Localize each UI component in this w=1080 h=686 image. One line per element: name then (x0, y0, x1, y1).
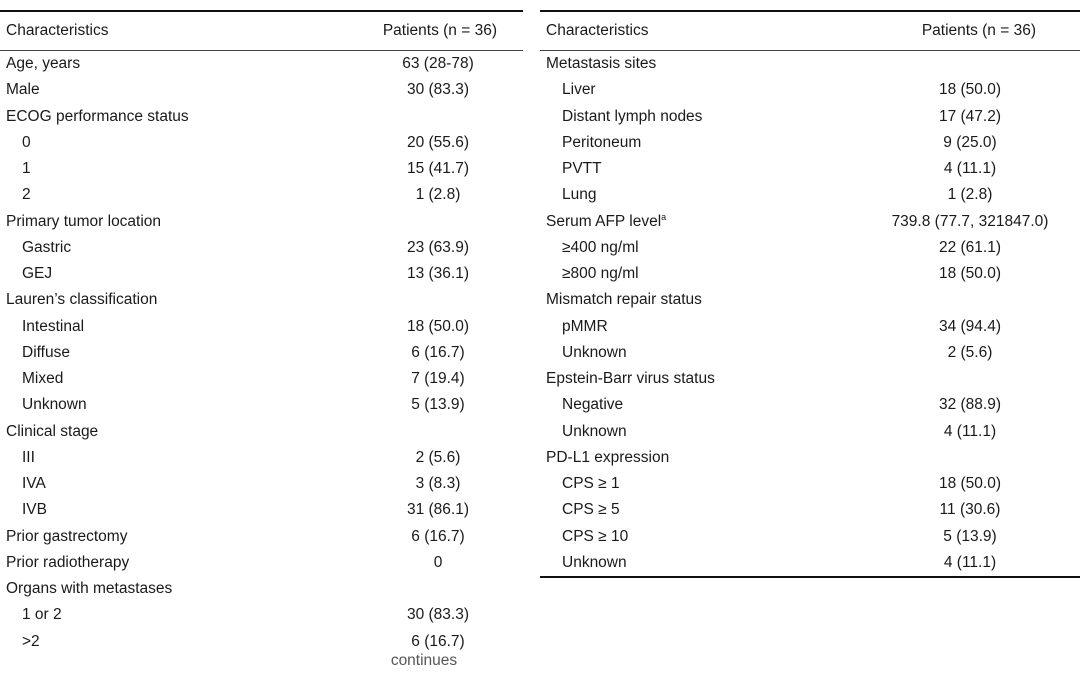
column-header-characteristics: Characteristics (6, 22, 109, 39)
row-label-text: CPS ≥ 5 (562, 501, 620, 519)
row-value: 30 (83.3) (406, 81, 470, 99)
row-label (540, 108, 860, 126)
row-value: 6 (16.7) (411, 343, 465, 361)
row-label-text: 2 (22, 186, 31, 204)
table-row (0, 314, 523, 340)
row-label-text: Intestinal (22, 317, 85, 335)
table-row (0, 576, 523, 602)
row-label (540, 81, 860, 99)
table-row (0, 340, 523, 366)
row-value: 5 (13.9) (943, 527, 997, 545)
table-row (0, 77, 523, 103)
row-label (540, 475, 860, 493)
row-label-text: PVTT (562, 160, 602, 178)
table-row (540, 340, 1080, 366)
baseline-table-left (0, 10, 523, 655)
row-value: 22 (61.1) (938, 238, 1002, 256)
row-value: 9 (25.0) (943, 133, 997, 151)
row-label (0, 606, 353, 624)
row-label-text: Peritoneum (562, 133, 642, 151)
row-label-text: Gastric (22, 238, 72, 256)
column-header-patients: Patients (n = 36) (921, 22, 1036, 39)
row-label (540, 160, 860, 178)
table-row (0, 497, 523, 523)
table-row (540, 550, 1080, 576)
row-label (0, 55, 353, 73)
row-label (0, 291, 353, 309)
row-label-text: Liver (562, 81, 596, 99)
table-row (540, 77, 1080, 103)
row-label (0, 475, 353, 493)
table-row (0, 51, 523, 77)
row-label-text: Unknown (562, 343, 627, 361)
table-row (0, 287, 523, 313)
row-label (540, 265, 860, 283)
row-label (0, 81, 353, 99)
row-label-text: Serum AFP level (546, 212, 662, 230)
table-row (540, 209, 1080, 235)
row-label-text: Primary tumor location (6, 212, 162, 230)
table-row (0, 419, 523, 445)
row-label (540, 213, 860, 231)
table-row (540, 471, 1080, 497)
table-row (540, 524, 1080, 550)
column-header-patients: Patients (n = 36) (382, 22, 497, 39)
row-label (540, 55, 860, 73)
row-value: 18 (50.0) (938, 475, 1002, 493)
row-value: 7 (19.4) (411, 370, 465, 388)
row-value: 18 (50.0) (406, 317, 470, 335)
row-label-text: GEJ (22, 265, 53, 283)
row-label (0, 160, 353, 178)
row-value: 31 (86.1) (406, 501, 470, 519)
row-label-text: Unknown (562, 553, 627, 571)
row-value: 30 (83.3) (406, 606, 470, 624)
row-label (0, 528, 353, 546)
row-label (0, 501, 353, 519)
row-label (0, 580, 353, 598)
row-value: 63 (28-78) (402, 55, 474, 73)
row-label (540, 370, 860, 388)
row-label (0, 449, 353, 467)
row-label-text: PD-L1 expression (546, 448, 670, 466)
table-row (0, 156, 523, 182)
row-label (0, 265, 353, 283)
table-row (540, 261, 1080, 287)
row-label (0, 370, 353, 388)
row-value: 6 (16.7) (411, 632, 465, 650)
table-row (540, 235, 1080, 261)
row-value: 739.8 (77.7, 321847.0) (891, 212, 1049, 230)
table-header (540, 12, 1080, 51)
row-label (540, 423, 860, 441)
row-label-text: ≥800 ng/ml (562, 265, 639, 283)
row-label-text: IVB (22, 501, 47, 519)
table-row (540, 51, 1080, 77)
table-row (0, 182, 523, 208)
row-value: 2 (5.6) (415, 448, 461, 466)
row-value: 3 (8.3) (415, 475, 461, 493)
table-row (0, 130, 523, 156)
row-label (540, 239, 860, 257)
row-label (540, 501, 860, 519)
table-row (540, 366, 1080, 392)
baseline-table-right (540, 10, 1080, 578)
continues-note: continues (390, 652, 458, 669)
row-value: 4 (11.1) (943, 160, 997, 178)
row-label (540, 528, 860, 546)
row-label-text: Diffuse (22, 343, 70, 361)
column-header-characteristics: Characteristics (546, 22, 649, 39)
row-label-text: Mismatch repair status (546, 291, 702, 309)
table-row (540, 392, 1080, 418)
row-value: 15 (41.7) (406, 160, 470, 178)
table-row (0, 550, 523, 576)
row-value: 18 (50.0) (938, 265, 1002, 283)
table-row (540, 104, 1080, 130)
row-label-text: Prior radiotherapy (6, 553, 130, 571)
row-label (0, 213, 353, 231)
row-label (540, 291, 860, 309)
row-label (0, 239, 353, 257)
row-label-text: Distant lymph nodes (562, 107, 703, 125)
row-label-text: III (22, 448, 35, 466)
row-label-text: pMMR (562, 317, 608, 335)
table-row (0, 104, 523, 130)
table-row (0, 524, 523, 550)
row-label-text: 1 or 2 (22, 606, 62, 624)
row-label-text: >2 (22, 632, 40, 650)
row-label (540, 396, 860, 414)
row-value: 20 (55.6) (406, 133, 470, 151)
row-value: 34 (94.4) (938, 317, 1002, 335)
table-row (540, 182, 1080, 208)
table-row (540, 314, 1080, 340)
row-label-text: Prior gastrectomy (6, 527, 128, 545)
table-row (0, 445, 523, 471)
row-value: 0 (433, 553, 443, 571)
row-label-text: Age, years (6, 55, 81, 73)
row-label (0, 318, 353, 336)
row-label (540, 554, 860, 572)
table-row (0, 602, 523, 628)
table-row (0, 261, 523, 287)
row-value: 18 (50.0) (938, 81, 1002, 99)
row-label (0, 396, 353, 414)
row-label (0, 554, 353, 572)
row-value: 11 (30.6) (939, 501, 1001, 519)
row-label-text: IVA (22, 475, 46, 493)
row-value: 5 (13.9) (411, 396, 465, 414)
row-label (540, 344, 860, 362)
row-label-text: 1 (22, 160, 31, 178)
row-label-text: Negative (562, 396, 624, 414)
table-header (0, 12, 523, 51)
table-row (540, 419, 1080, 445)
row-label (0, 134, 353, 152)
row-value: 32 (88.9) (938, 396, 1002, 414)
row-label-text: Epstein-Barr virus status (546, 370, 715, 388)
row-label (540, 186, 860, 204)
table-row (0, 392, 523, 418)
table-body (0, 51, 523, 655)
table-row (540, 130, 1080, 156)
footnote-marker: a (661, 212, 667, 222)
row-label-text: CPS ≥ 10 (562, 527, 629, 545)
row-label-text: Lauren’s classification (6, 291, 158, 309)
row-label (0, 344, 353, 362)
row-label-text: Unknown (562, 422, 627, 440)
row-label-text: Mixed (22, 370, 64, 388)
table-row (540, 497, 1080, 523)
row-label (0, 633, 353, 651)
row-value: 13 (36.1) (406, 265, 470, 283)
row-value: 4 (11.1) (943, 422, 997, 440)
row-label-text: Organs with metastases (6, 580, 173, 598)
row-label (0, 108, 353, 126)
table-row (540, 287, 1080, 313)
row-label-text: Lung (562, 186, 597, 204)
row-label (540, 134, 860, 152)
table-row (0, 209, 523, 235)
row-value: 4 (11.1) (943, 553, 997, 571)
row-label-text: 0 (22, 133, 31, 151)
table-row (540, 156, 1080, 182)
row-value: 2 (5.6) (947, 343, 993, 361)
row-label-text: Male (6, 81, 40, 99)
row-value: 1 (2.8) (415, 186, 461, 204)
row-label-text: ≥400 ng/ml (562, 238, 639, 256)
row-label-text: Unknown (22, 396, 87, 414)
row-label-text: Metastasis sites (546, 55, 657, 73)
row-label (540, 318, 860, 336)
row-label-text: ECOG performance status (6, 107, 189, 125)
row-label (0, 423, 353, 441)
row-value: 6 (16.7) (411, 527, 465, 545)
row-value: 1 (2.8) (947, 186, 993, 204)
table-row (0, 471, 523, 497)
table-row (0, 235, 523, 261)
table-row (540, 445, 1080, 471)
row-value: 17 (47.2) (938, 107, 1002, 125)
row-label-text: Clinical stage (6, 422, 99, 440)
table-row (0, 629, 523, 655)
row-label-text: CPS ≥ 1 (562, 475, 620, 493)
row-label (540, 449, 860, 467)
row-value: 23 (63.9) (406, 238, 470, 256)
table-row (0, 366, 523, 392)
row-label (0, 186, 353, 204)
table-body (540, 51, 1080, 576)
